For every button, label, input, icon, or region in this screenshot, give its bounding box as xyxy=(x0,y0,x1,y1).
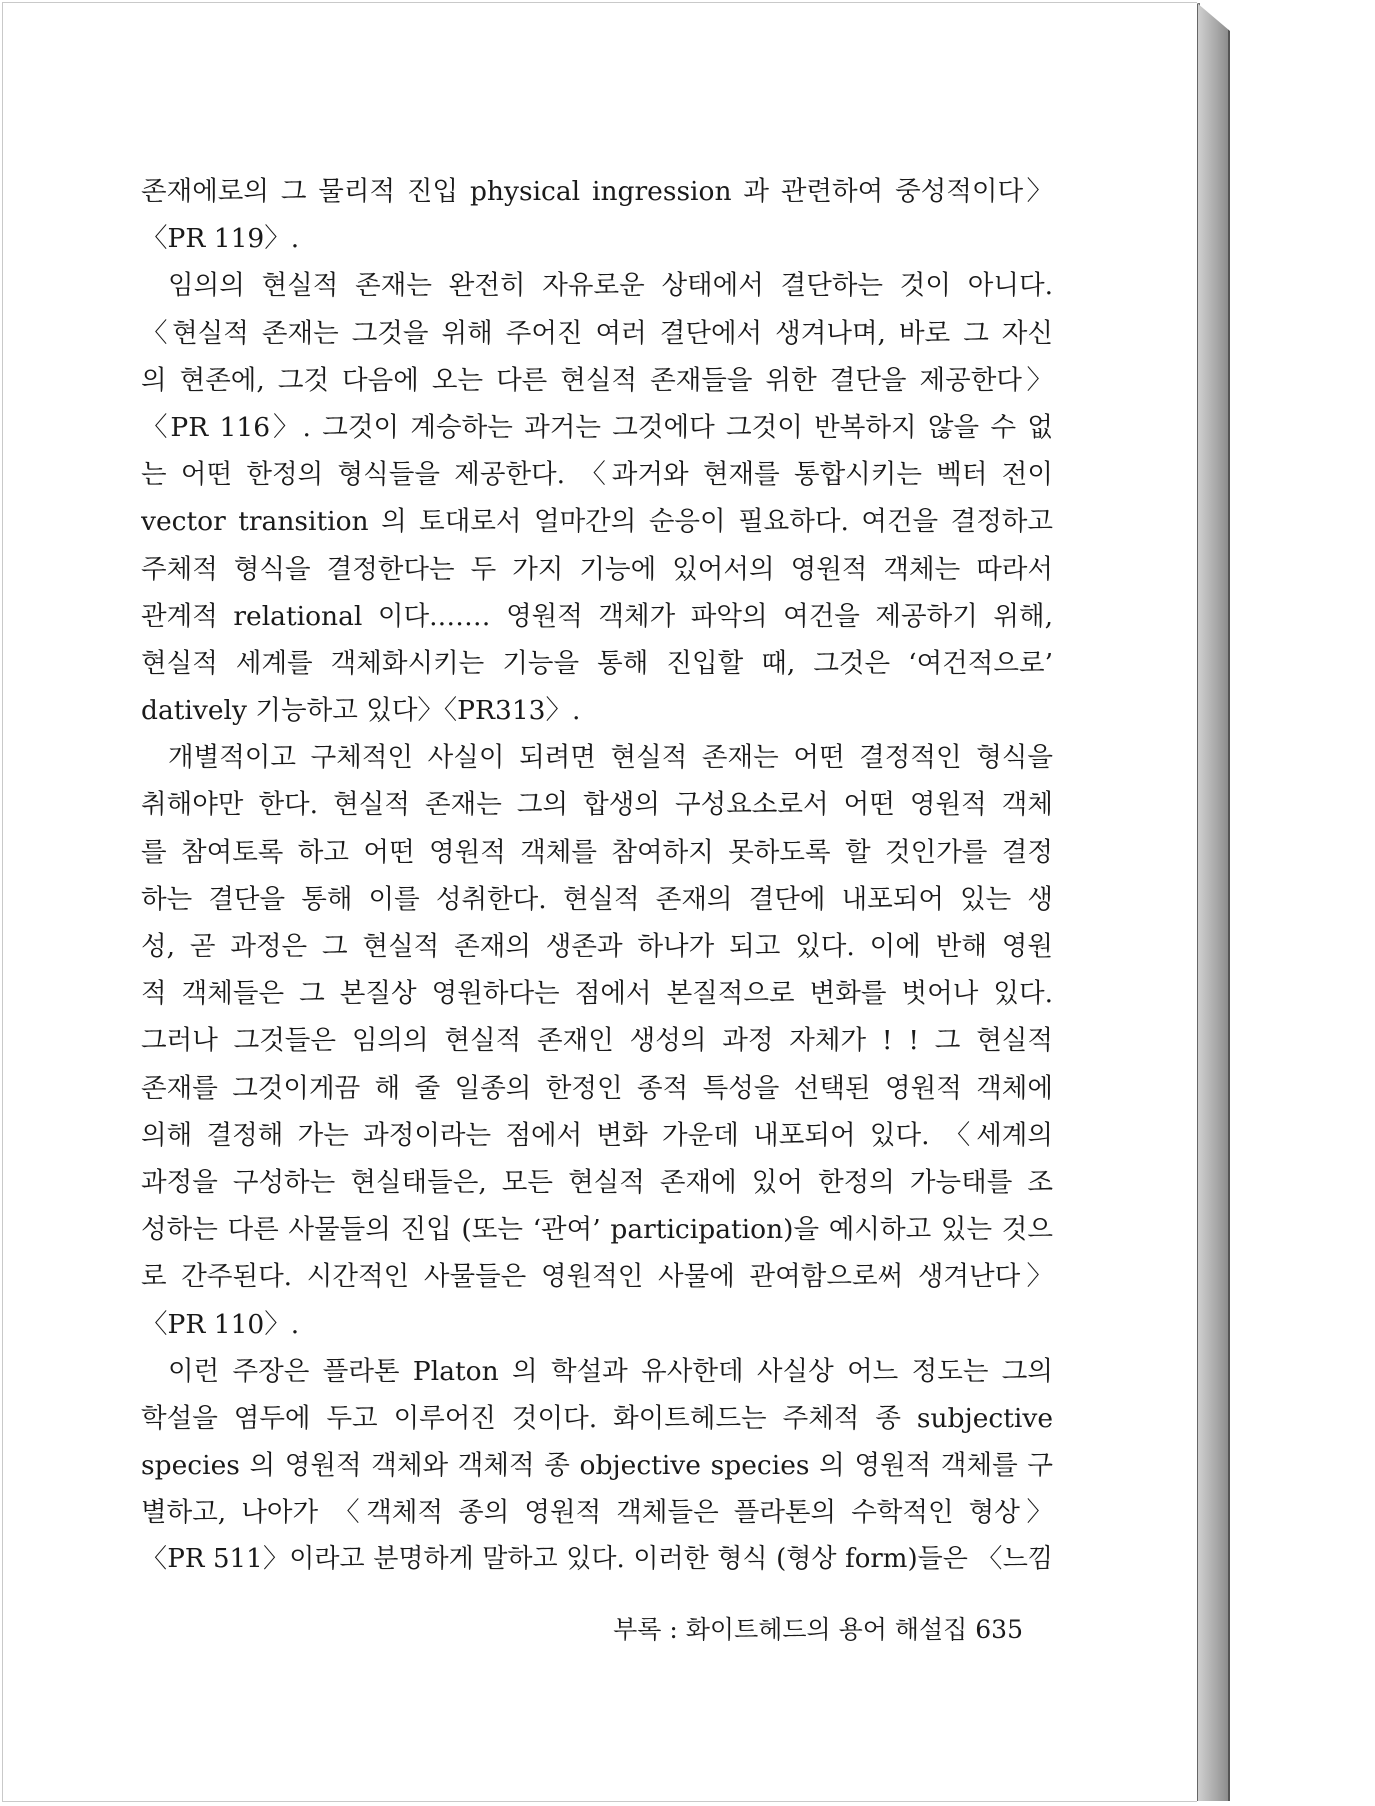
text-line: 과정을 구성하는 현실태들은, 모든 현실적 존재에 있어 한정의 가능태를 조 xyxy=(141,1166,1053,1198)
text-line: 의해 결정해 가는 과정이라는 점에서 변화 가운데 내포되어 있다. 〈세계의 xyxy=(141,1119,1053,1151)
text-line: 개별적이고 구체적인 사실이 되려면 현실적 존재는 어떤 결정적인 형식을 xyxy=(168,742,1053,774)
text-line: 〈PR 110〉. xyxy=(141,1308,300,1340)
text-line: 임의의 현실적 존재는 완전히 자유로운 상태에서 결단하는 것이 아니다. xyxy=(168,270,1053,302)
text-line: 〈PR 511〉이라고 분명하게 말하고 있다. 이러한 형식 (형상 form)들은 〈느낌 xyxy=(141,1544,1053,1575)
text-line: 적 객체들은 그 본질상 영원하다는 점에서 본질적으로 변화를 벗어나 있다. xyxy=(141,978,1053,1010)
text-line: 별하고, 나아가 〈객체적 종의 영원적 객체들은 플라톤의 수학적인 형상〉 xyxy=(141,1497,1053,1529)
text-line: 존재에로의 그 물리적 진입 physical ingression 과 관련하여 중성적이다〉 xyxy=(141,176,1053,207)
text-line: 관계적 relational 이다.…… 영원적 객체가 파악의 여건을 제공하기 위해, xyxy=(141,600,1053,632)
text-line: 이런 주장은 플라톤 Platon 의 학설과 유사한데 사실상 어느 정도는 그의 xyxy=(168,1355,1053,1387)
text-line: 취해야만 한다. 현실적 존재는 그의 합생의 구성요소로서 어떤 영원적 객체 xyxy=(141,789,1053,821)
text-line: 로 간주된다. 시간적인 사물들은 영원적인 사물에 관여함으로써 생겨난다〉 xyxy=(141,1261,1053,1293)
text-line: 〈PR 116〉. 그것이 계승하는 과거는 그것에다 그것이 반복하지 않을 수 없 xyxy=(141,411,1053,443)
page-footer xyxy=(583,1610,1023,1646)
running-title: 부록 : 화이트헤드의 용어 해설집 xyxy=(613,1615,968,1644)
text-line: species 의 영원적 객체와 객체적 종 objective species 의 영원적 객체를 구 xyxy=(141,1450,1053,1482)
text-line: 〈PR 119〉. xyxy=(141,223,300,255)
text-line: 는 어떤 한정의 형식들을 제공한다. 〈과거와 현재를 통합시키는 벡터 전이 xyxy=(141,459,1053,491)
text-line: 그러나 그것들은 임의의 현실적 존재인 생성의 과정 자체가 ! ! 그 현실적 xyxy=(141,1025,1053,1057)
page-number: 635 xyxy=(975,1615,1023,1644)
text-line: vector transition 의 토대로서 얼마간의 순응이 필요하다. 여건을 결정하고 xyxy=(141,506,1053,538)
text-line: 주체적 형식을 결정한다는 두 가지 기능에 있어서의 영원적 객체는 따라서 xyxy=(141,553,1053,585)
body-text xyxy=(141,168,1053,1584)
text-line: 존재를 그것이게끔 해 줄 일종의 한정인 종적 특성을 선택된 영원적 객체에 xyxy=(141,1072,1053,1104)
text-line: 성하는 다른 사물들의 진입 (또는 ‘관여’ participation)을 예시하고 있는 것으 xyxy=(141,1214,1053,1246)
text-line: 하는 결단을 통해 이를 성취한다. 현실적 존재의 결단에 내포되어 있는 생 xyxy=(141,883,1053,915)
text-line: 〈현실적 존재는 그것을 위해 주어진 여러 결단에서 생겨나며, 바로 그 자신 xyxy=(141,317,1053,349)
text-line: 를 참여토록 하고 어떤 영원적 객체를 참여하지 못하도록 할 것인가를 결정 xyxy=(141,836,1053,868)
text-line: datively 기능하고 있다〉〈PR313〉. xyxy=(141,695,581,727)
text-line: 의 현존에, 그것 다음에 오는 다른 현실적 존재들을 위한 결단을 제공한다〉 xyxy=(141,364,1053,396)
page-edge xyxy=(1197,3,1230,1801)
text-line: 현실적 세계를 객체화시키는 기능을 통해 진입할 때, 그것은 ‘여건적으로’ xyxy=(141,647,1053,679)
book-page xyxy=(3,3,1200,1801)
text-line: 성, 곧 과정은 그 현실적 존재의 생존과 하나가 되고 있다. 이에 반해 영원 xyxy=(141,931,1053,962)
text-line: 학설을 염두에 두고 이루어진 것이다. 화이트헤드는 주체적 종 subjective xyxy=(141,1402,1053,1434)
